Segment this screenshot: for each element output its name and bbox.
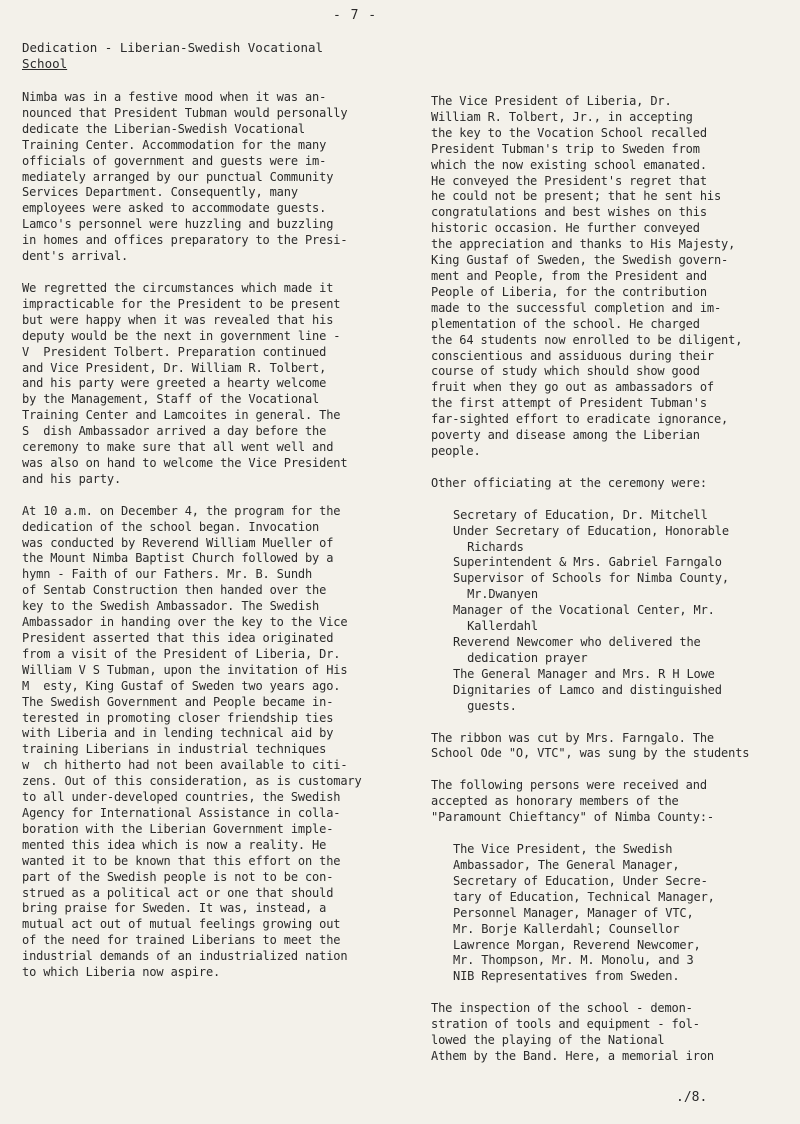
right-paragraph-5: The inspection of the school - demon- stration of tools and equipment - fol- lowed the playing of the National Athem by the Band. Here, a memorial iron — [431, 1001, 714, 1063]
left-column — [22, 90, 392, 997]
page-number: - 7 - — [333, 8, 378, 23]
title-line-1: Dedication - Liberian-Swedish Vocational — [22, 40, 324, 55]
left-paragraph-3: At 10 a.m. on December 4, the program for the dedication of the school began. Invocation was conducted by Reverend William Mueller of the Mount Nimba Baptist Church followed by a hymn - Faith of our Fathers. Mr. B. Sundh of Sentab Construction then handed over the key to the Swedish Ambassador. The Swedish Ambassador in handing over the key to the Vice President asserted that this idea originated from a visit of the President of Liberia, Dr. William V S Tubman, upon the invitation of His M esty, King Gustaf of Sweden two years ago. The Swedish Government and People became in- terested in promoting closer friendship ties with Liberia and in lending technical aid by training Liberians in industrial techniques w ch hitherto had not been available to citi- zens. Out of this consideration, as is customary to all under-developed countries, the Swedish Agency for International Assistance in colla- boration with the Liberian Government imple- mented this idea which is now a reality. He wanted it to be known that this effort on the part of the Swedish people is not to be con- strued as a political act or one that should bring praise for Sweden. It was, instead, a mutual act out of mutual feelings growing out of the need for trained Liberians to meet the industrial demands of an industrialized nation to which Liberia now aspire. — [22, 503, 362, 980]
right-paragraph-2: Other officiating at the ceremony were: — [431, 475, 707, 490]
continuation-marker: ./8. — [676, 1090, 708, 1105]
article-title — [22, 40, 362, 72]
right-paragraph-1: The Vice President of Liberia, Dr. William R. Tolbert, Jr., in accepting the key to the Vocation School recalled President Tubman's trip to Sweden from which the now existing school emanated. He conveyed the President's regret that he could not be present; that he sent his congratulations and best wishes on this historic occasion. He further conveyed the appreciation and thanks to His Majesty, King Gustaf of Sweden, the Swedish govern- ment and People, from the President and People of Liberia, for the contribution made to the successful completion and im- plementation of the school. He charged the 64 students now enrolled to be diligent, conscientious and assiduous during their course of study which should show good fruit when they go out as ambassadors of the first attempt of President Tubman's far-sighted effort to eradicate ignorance, poverty and disease among the Liberian people. — [431, 94, 743, 458]
right-column — [431, 94, 793, 1081]
right-paragraph-3: The ribbon was cut by Mrs. Farngalo. The School Ode "O, VTC", was sung by the students — [431, 730, 750, 761]
right-paragraph-4: The following persons were received and accepted as honorary members of the "Paramount Chieftancy" of Nimba County:- — [431, 778, 714, 825]
officials-list: Secretary of Education, Dr. Mitchell Under Secretary of Education, Honorable Richards Superintendent & Mrs. Gabriel Farngalo Supervisor of Schools for Nimba County, Mr.Dwanyen Manager of the Vocational Center, Mr. Kallerdahl Reverend Newcomer who delivered the dedication prayer The General Manager and Mrs. R H Lowe Dignitaries of Lamco and distinguished guests. — [453, 507, 729, 713]
left-paragraph-2: We regretted the circumstances which made it impracticable for the President to be present but were happy when it was revealed that his deputy would be the next in government line - V President Tolbert. Preparation continued and Vice President, Dr. William R. Tolbert, and his party were greeted a hearty welcome by the Management, Staff of the Vocational Training Center and Lamcoites in general. The S dish Ambassador arrived a day before the ceremony to make sure that all went well and was also on hand to welcome the Vice President and his party. — [22, 280, 348, 486]
honorary-members-list: The Vice President, the Swedish Ambassador, The General Manager, Secretary of Education, Under Secre- tary of Education, Technical Manager, Personnel Manager, Manager of VTC, Mr. Borje Kallerdahl; Counsellor Lawrence Morgan, Reverend Newcomer, Mr. Thompson, Mr. M. Monolu, and 3 NIB Representatives from Sweden. — [453, 842, 715, 984]
left-paragraph-1: Nimba was in a festive mood when it was an- nounced that President Tubman would personally dedicate the Liberian-Swedish Vocational Training Center. Accommodation for the many officials of government and guests were im- mediately arranged by our punctual Community Services Department. Consequently, many employees were asked to accommodate guests. Lamco's personnel were huzzling and buzzling in homes and offices preparatory to the Presi- dent's arrival. — [22, 90, 348, 264]
title-line-2: School — [22, 56, 68, 71]
